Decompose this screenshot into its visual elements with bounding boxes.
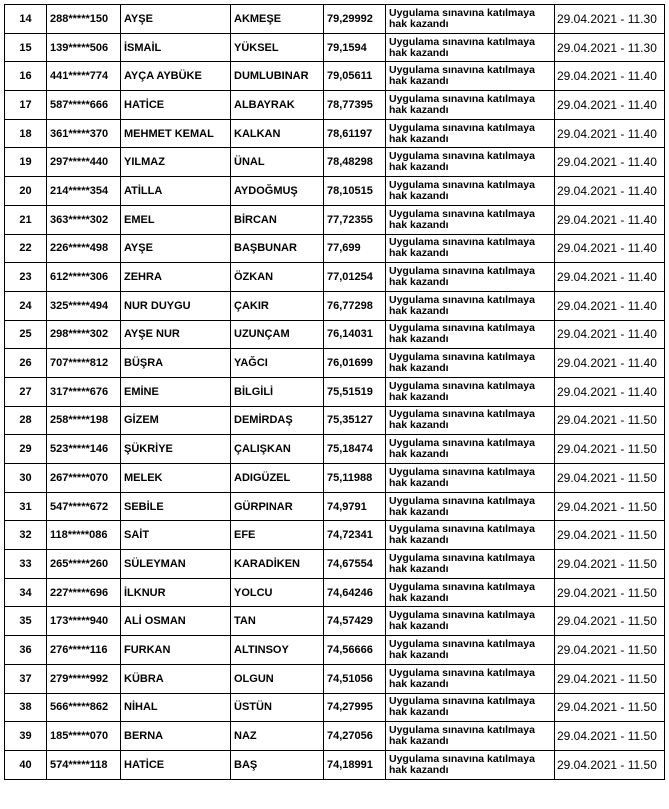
table-row [5,693,665,722]
score: 78,61197 [324,119,386,148]
result-status: Uygulama sınavına katılmaya hak kazandı [386,119,555,148]
first-name: GİZEM [121,406,231,435]
last-name: ÇAKIR [231,291,324,320]
row-number: 29 [5,435,47,464]
row-number: 32 [5,521,47,550]
score: 75,51519 [324,377,386,406]
result-status: Uygulama sınavına katılmaya hak kazandı [386,550,555,579]
last-name: BİRCAN [231,205,324,234]
row-number: 38 [5,693,47,722]
first-name: AYŞE [121,5,231,34]
masked-id: 227*****696 [47,578,121,607]
table-row [5,263,665,292]
result-status: Uygulama sınavına katılmaya hak kazandı [386,91,555,120]
last-name: AYDOĞMUŞ [231,177,324,206]
masked-id: 139*****506 [47,33,121,62]
score: 75,35127 [324,406,386,435]
first-name: SÜLEYMAN [121,550,231,579]
row-number: 26 [5,349,47,378]
table-row [5,464,665,493]
result-status: Uygulama sınavına katılmaya hak kazandı [386,693,555,722]
result-status: Uygulama sınavına katılmaya hak kazandı [386,205,555,234]
result-status: Uygulama sınavına katılmaya hak kazandı [386,62,555,91]
score: 74,57429 [324,607,386,636]
first-name: HATİCE [121,91,231,120]
row-number: 33 [5,550,47,579]
last-name: GÜRPINAR [231,492,324,521]
masked-id: 118*****086 [47,521,121,550]
row-number: 17 [5,91,47,120]
row-number: 14 [5,5,47,34]
exam-datetime: 29.04.2021 - 11.50 [555,693,665,722]
first-name: EMEL [121,205,231,234]
row-number: 19 [5,148,47,177]
masked-id: 297*****440 [47,148,121,177]
results-table [4,4,665,780]
row-number: 24 [5,291,47,320]
exam-datetime: 29.04.2021 - 11.30 [555,33,665,62]
exam-datetime: 29.04.2021 - 11.50 [555,550,665,579]
table-row [5,119,665,148]
masked-id: 317*****676 [47,377,121,406]
row-number: 30 [5,464,47,493]
first-name: MELEK [121,464,231,493]
table-row [5,521,665,550]
result-status: Uygulama sınavına katılmaya hak kazandı [386,750,555,779]
masked-id: 361*****370 [47,119,121,148]
last-name: DUMLUBINAR [231,62,324,91]
table-row [5,435,665,464]
result-status: Uygulama sınavına katılmaya hak kazandı [386,492,555,521]
first-name: SAİT [121,521,231,550]
score: 79,29992 [324,5,386,34]
last-name: BAŞBUNAR [231,234,324,263]
first-name: ATİLLA [121,177,231,206]
score: 74,56666 [324,636,386,665]
last-name: NAZ [231,722,324,751]
result-status: Uygulama sınavına katılmaya hak kazandı [386,320,555,349]
results-table-body [5,5,665,780]
last-name: TAN [231,607,324,636]
masked-id: 185*****070 [47,722,121,751]
last-name: DEMİRDAŞ [231,406,324,435]
score: 75,18474 [324,435,386,464]
last-name: BAŞ [231,750,324,779]
last-name: AKMEŞE [231,5,324,34]
exam-datetime: 29.04.2021 - 11.40 [555,349,665,378]
first-name: KÜBRA [121,664,231,693]
last-name: EFE [231,521,324,550]
exam-datetime: 29.04.2021 - 11.40 [555,320,665,349]
row-number: 35 [5,607,47,636]
result-status: Uygulama sınavına katılmaya hak kazandı [386,664,555,693]
masked-id: 587*****666 [47,91,121,120]
score: 74,18991 [324,750,386,779]
result-status: Uygulama sınavına katılmaya hak kazandı [386,234,555,263]
masked-id: 226*****498 [47,234,121,263]
last-name: BİLGİLİ [231,377,324,406]
table-row [5,578,665,607]
last-name: OLGUN [231,664,324,693]
row-number: 31 [5,492,47,521]
exam-datetime: 29.04.2021 - 11.40 [555,91,665,120]
table-row [5,291,665,320]
score: 77,01254 [324,263,386,292]
score: 74,9791 [324,492,386,521]
first-name: SEBİLE [121,492,231,521]
last-name: YAĞCI [231,349,324,378]
result-status: Uygulama sınavına katılmaya hak kazandı [386,464,555,493]
exam-datetime: 29.04.2021 - 11.50 [555,578,665,607]
table-row [5,148,665,177]
result-status: Uygulama sınavına katılmaya hak kazandı [386,5,555,34]
masked-id: 279*****992 [47,664,121,693]
first-name: İSMAİL [121,33,231,62]
exam-datetime: 29.04.2021 - 11.50 [555,435,665,464]
table-row [5,349,665,378]
masked-id: 612*****306 [47,263,121,292]
score: 74,27056 [324,722,386,751]
masked-id: 276*****116 [47,636,121,665]
exam-datetime: 29.04.2021 - 11.50 [555,750,665,779]
first-name: NİHAL [121,693,231,722]
result-status: Uygulama sınavına katılmaya hak kazandı [386,349,555,378]
result-status: Uygulama sınavına katılmaya hak kazandı [386,263,555,292]
row-number: 36 [5,636,47,665]
table-row [5,234,665,263]
result-status: Uygulama sınavına katılmaya hak kazandı [386,435,555,464]
score: 78,77395 [324,91,386,120]
last-name: YOLCU [231,578,324,607]
exam-datetime: 29.04.2021 - 11.50 [555,521,665,550]
masked-id: 566*****862 [47,693,121,722]
first-name: ŞÜKRİYE [121,435,231,464]
result-status: Uygulama sınavına katılmaya hak kazandı [386,291,555,320]
result-status: Uygulama sınavına katılmaya hak kazandı [386,177,555,206]
masked-id: 363*****302 [47,205,121,234]
table-row [5,320,665,349]
result-status: Uygulama sınavına katılmaya hak kazandı [386,636,555,665]
row-number: 28 [5,406,47,435]
masked-id: 298*****302 [47,320,121,349]
first-name: NUR DUYGU [121,291,231,320]
masked-id: 441*****774 [47,62,121,91]
row-number: 25 [5,320,47,349]
score: 78,48298 [324,148,386,177]
score: 74,51056 [324,664,386,693]
exam-datetime: 29.04.2021 - 11.30 [555,5,665,34]
last-name: ÜSTÜN [231,693,324,722]
result-status: Uygulama sınavına katılmaya hak kazandı [386,722,555,751]
last-name: YÜKSEL [231,33,324,62]
first-name: FURKAN [121,636,231,665]
exam-datetime: 29.04.2021 - 11.40 [555,263,665,292]
exam-datetime: 29.04.2021 - 11.50 [555,406,665,435]
exam-datetime: 29.04.2021 - 11.50 [555,636,665,665]
result-status: Uygulama sınavına katılmaya hak kazandı [386,377,555,406]
first-name: BERNA [121,722,231,751]
result-status: Uygulama sınavına katılmaya hak kazandı [386,607,555,636]
score: 76,77298 [324,291,386,320]
first-name: ALİ OSMAN [121,607,231,636]
score: 74,72341 [324,521,386,550]
table-row [5,205,665,234]
table-row [5,5,665,34]
table-row [5,664,665,693]
score: 78,10515 [324,177,386,206]
score: 79,1594 [324,33,386,62]
masked-id: 214*****354 [47,177,121,206]
first-name: ZEHRA [121,263,231,292]
masked-id: 267*****070 [47,464,121,493]
score: 79,05611 [324,62,386,91]
result-status: Uygulama sınavına katılmaya hak kazandı [386,578,555,607]
masked-id: 707*****812 [47,349,121,378]
first-name: İLKNUR [121,578,231,607]
first-name: YILMAZ [121,148,231,177]
table-row [5,33,665,62]
exam-datetime: 29.04.2021 - 11.50 [555,722,665,751]
row-number: 23 [5,263,47,292]
table-row [5,91,665,120]
last-name: ALBAYRAK [231,91,324,120]
row-number: 18 [5,119,47,148]
first-name: AYŞE [121,234,231,263]
first-name: BÜŞRA [121,349,231,378]
first-name: HATİCE [121,750,231,779]
row-number: 37 [5,664,47,693]
exam-datetime: 29.04.2021 - 11.40 [555,234,665,263]
first-name: AYÇA AYBÜKE [121,62,231,91]
masked-id: 547*****672 [47,492,121,521]
last-name: ÇALIŞKAN [231,435,324,464]
exam-datetime: 29.04.2021 - 11.40 [555,148,665,177]
score: 77,72355 [324,205,386,234]
last-name: KARADİKEN [231,550,324,579]
result-status: Uygulama sınavına katılmaya hak kazandı [386,406,555,435]
row-number: 20 [5,177,47,206]
last-name: KALKAN [231,119,324,148]
result-status: Uygulama sınavına katılmaya hak kazandı [386,33,555,62]
exam-datetime: 29.04.2021 - 11.40 [555,205,665,234]
table-row [5,62,665,91]
row-number: 15 [5,33,47,62]
masked-id: 258*****198 [47,406,121,435]
row-number: 16 [5,62,47,91]
score: 76,01699 [324,349,386,378]
row-number: 21 [5,205,47,234]
exam-datetime: 29.04.2021 - 11.50 [555,492,665,521]
exam-datetime: 29.04.2021 - 11.40 [555,119,665,148]
score: 74,27995 [324,693,386,722]
exam-datetime: 29.04.2021 - 11.40 [555,177,665,206]
masked-id: 325*****494 [47,291,121,320]
last-name: ADIGÜZEL [231,464,324,493]
row-number: 34 [5,578,47,607]
table-row [5,492,665,521]
first-name: AYŞE NUR [121,320,231,349]
last-name: ALTINSOY [231,636,324,665]
row-number: 27 [5,377,47,406]
exam-datetime: 29.04.2021 - 11.40 [555,377,665,406]
first-name: MEHMET KEMAL [121,119,231,148]
row-number: 39 [5,722,47,751]
masked-id: 574*****118 [47,750,121,779]
score: 74,64246 [324,578,386,607]
masked-id: 523*****146 [47,435,121,464]
score: 75,11988 [324,464,386,493]
exam-datetime: 29.04.2021 - 11.50 [555,664,665,693]
exam-datetime: 29.04.2021 - 11.40 [555,62,665,91]
masked-id: 288*****150 [47,5,121,34]
exam-datetime: 29.04.2021 - 11.50 [555,607,665,636]
score: 76,14031 [324,320,386,349]
table-row [5,550,665,579]
table-row [5,377,665,406]
last-name: ÖZKAN [231,263,324,292]
exam-datetime: 29.04.2021 - 11.50 [555,464,665,493]
result-status: Uygulama sınavına katılmaya hak kazandı [386,521,555,550]
table-row [5,177,665,206]
exam-datetime: 29.04.2021 - 11.40 [555,291,665,320]
last-name: ÜNAL [231,148,324,177]
last-name: UZUNÇAM [231,320,324,349]
table-row [5,607,665,636]
score: 77,699 [324,234,386,263]
table-row [5,750,665,779]
row-number: 40 [5,750,47,779]
first-name: EMİNE [121,377,231,406]
table-row [5,636,665,665]
masked-id: 265*****260 [47,550,121,579]
table-row [5,406,665,435]
row-number: 22 [5,234,47,263]
table-row [5,722,665,751]
result-status: Uygulama sınavına katılmaya hak kazandı [386,148,555,177]
score: 74,67554 [324,550,386,579]
masked-id: 173*****940 [47,607,121,636]
